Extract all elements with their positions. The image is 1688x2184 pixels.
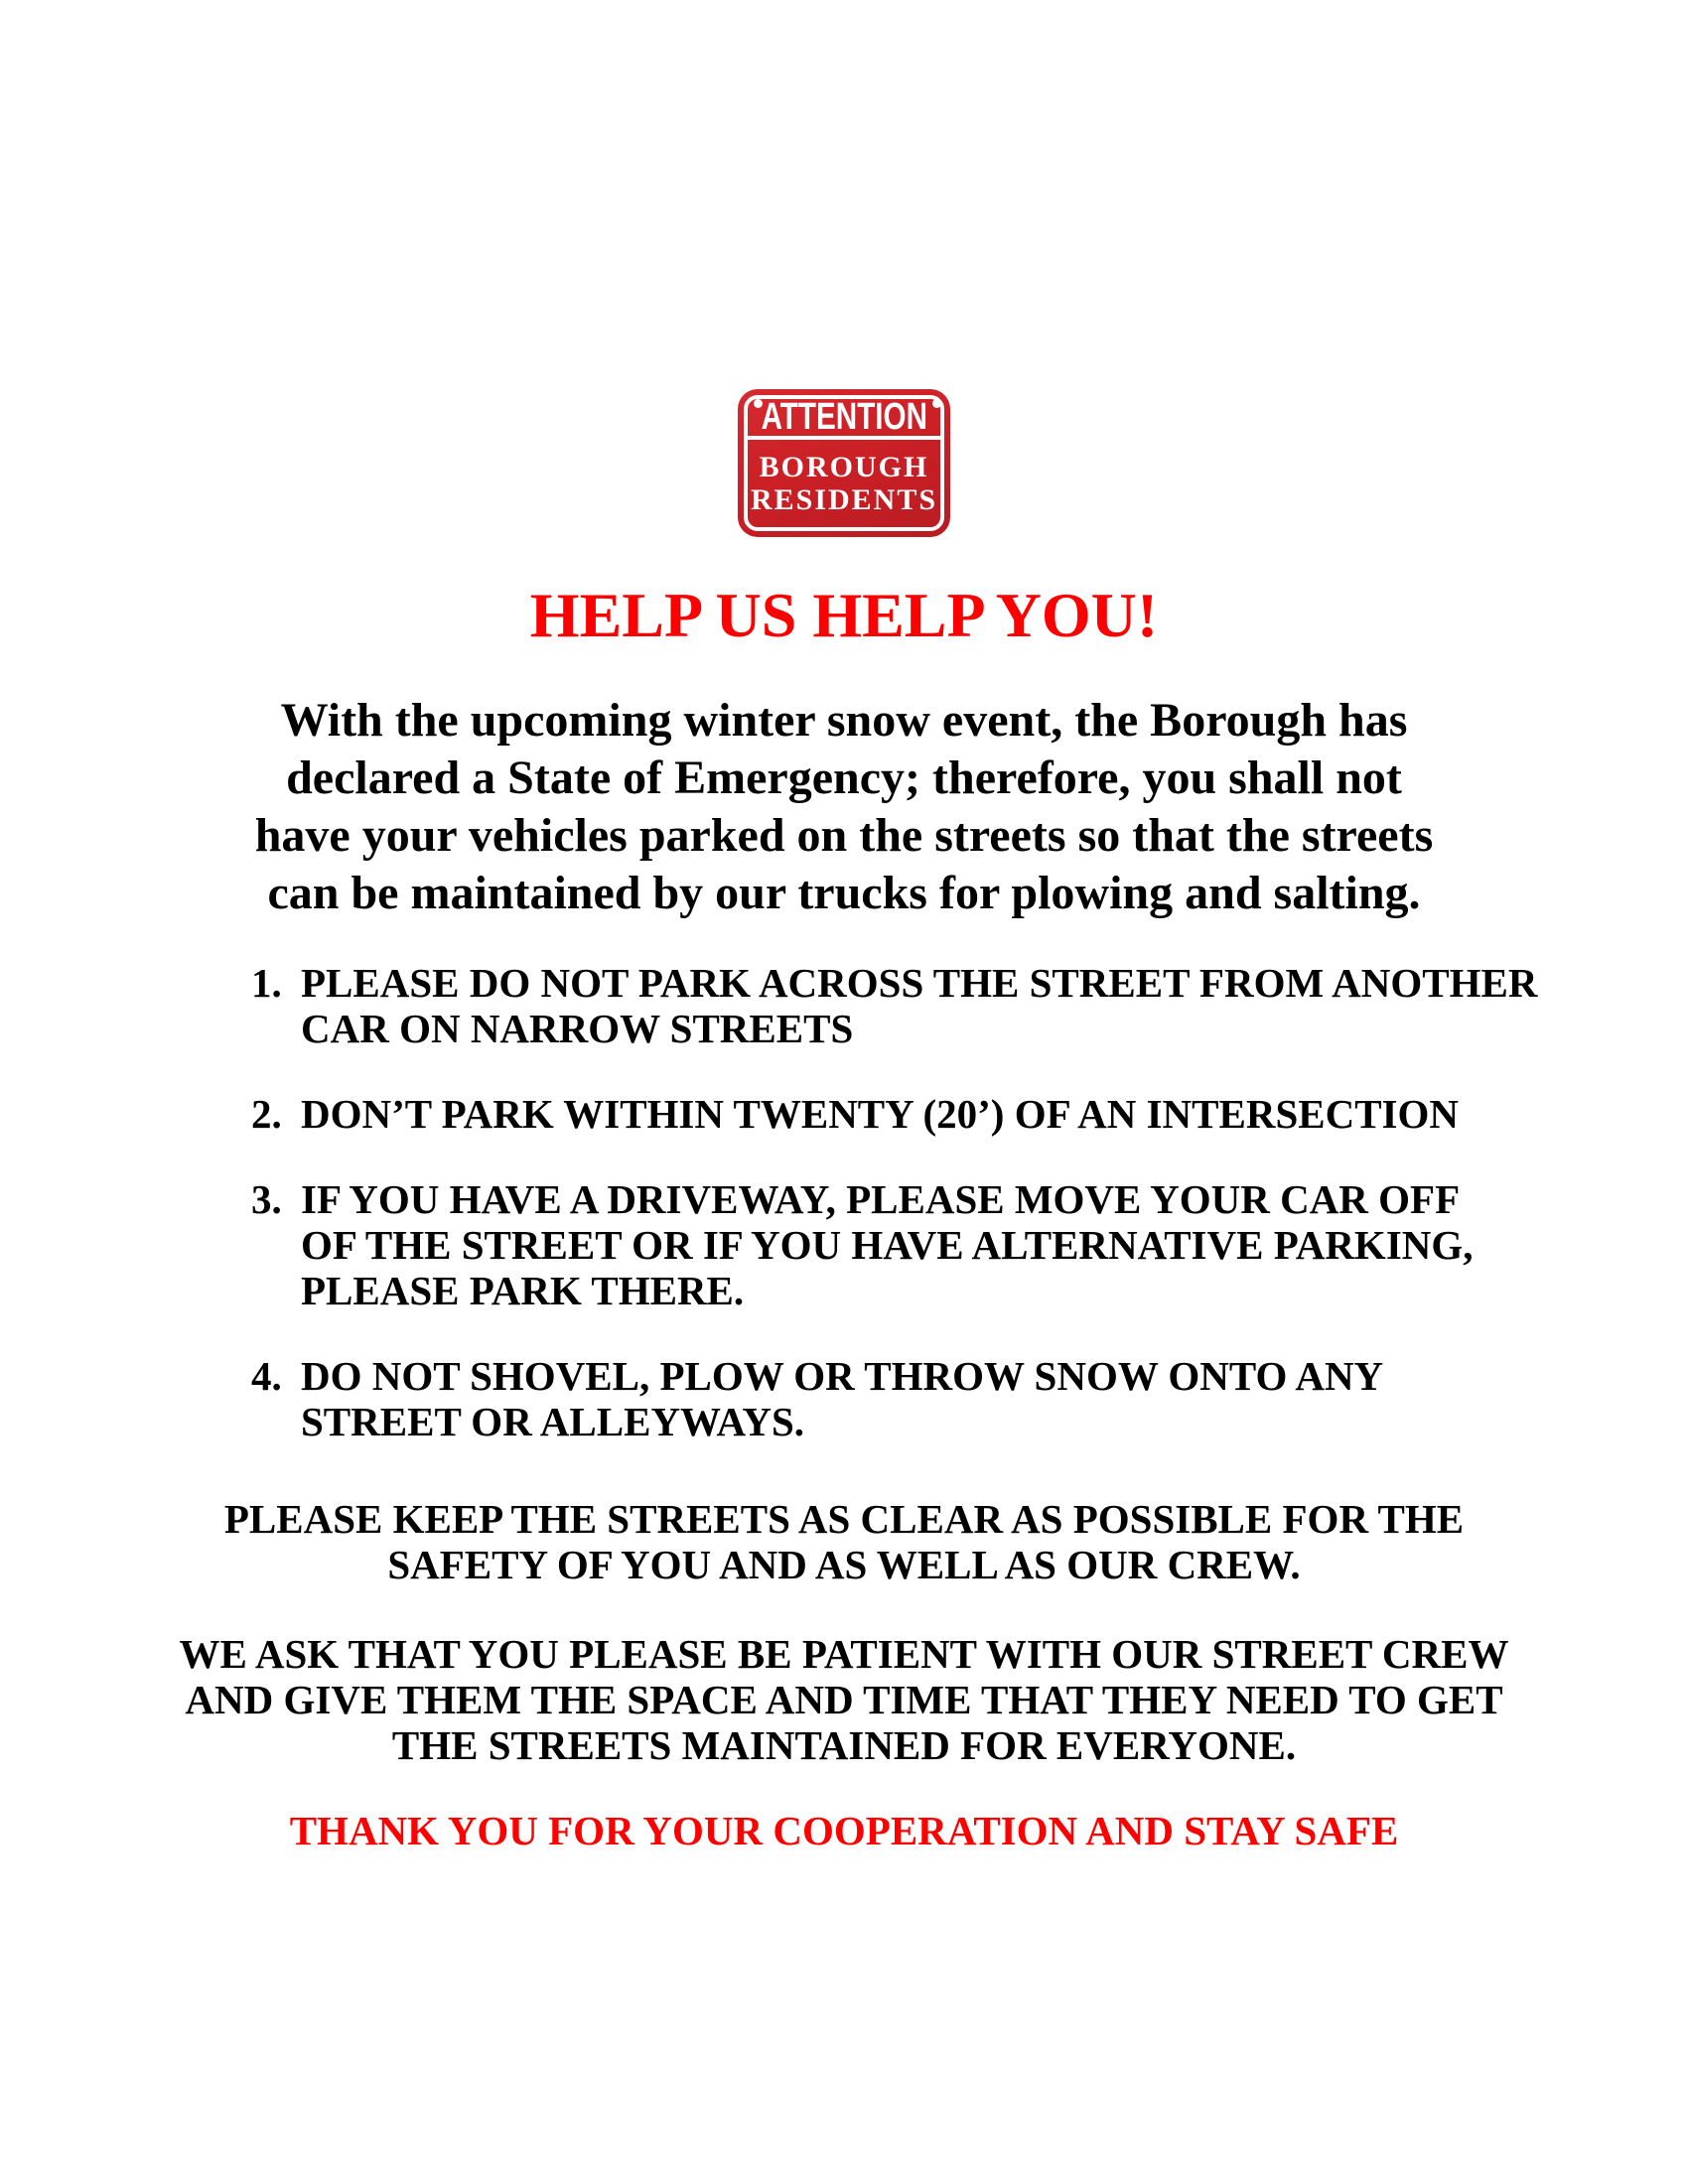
sign-residents-line: RESIDENTS <box>750 483 938 516</box>
rule-line: DON’T PARK WITHIN TWENTY (20’) OF AN INTERSECTION <box>301 1091 1459 1137</box>
rule-line: PLEASE DO NOT PARK ACROSS THE STREET FROM ANOTHER <box>301 960 1538 1006</box>
closing-line: WE ASK THAT YOU PLEASE BE PATIENT WITH OUR STREET CREW <box>179 1631 1509 1677</box>
rule-item-2 <box>251 1091 1519 1137</box>
thank-you-line: THANK YOU FOR YOUR COOPERATION AND STAY SAFE <box>289 1808 1399 1853</box>
rule-text <box>301 1176 1474 1313</box>
sign-inner-frame <box>744 395 944 531</box>
rule-text <box>301 1353 1383 1444</box>
rule-line: IF YOU HAVE A DRIVEWAY, PLEASE MOVE YOUR CAR OFF <box>301 1176 1461 1222</box>
rules-list <box>169 960 1538 1444</box>
rule-text <box>301 1091 1459 1137</box>
rule-line: DO NOT SHOVEL, PLOW OR THROW SNOW ONTO ANY <box>301 1353 1384 1399</box>
closing-paragraph-1 <box>169 1496 1519 1587</box>
rule-number: 4. <box>251 1353 282 1399</box>
rule-item-3 <box>251 1176 1519 1313</box>
attention-sign-board <box>738 389 950 537</box>
intro-line: declared a State of Emergency; therefore, you shall not <box>286 751 1402 804</box>
closing-line: THE STREETS MAINTAINED FOR EVERYONE. <box>391 1722 1297 1768</box>
rule-item-1 <box>251 960 1538 1051</box>
closing-line: PLEASE KEEP THE STREETS AS CLEAR AS POSSIBLE FOR THE <box>223 1496 1465 1542</box>
rule-number: 2. <box>251 1091 282 1137</box>
intro-line: can be maintained by our trucks for plowing and salting. <box>267 867 1421 919</box>
intro-paragraph <box>169 692 1519 922</box>
rule-line: CAR ON NARROW STREETS <box>301 1006 854 1051</box>
page-title: HELP US HELP YOU! <box>529 580 1159 650</box>
rule-number: 1. <box>251 960 282 1006</box>
sign-audience-label <box>748 440 940 527</box>
rule-item-4 <box>251 1353 1519 1444</box>
closing-line: AND GIVE THEM THE SPACE AND TIME THAT THEY NEED TO GET <box>185 1677 1503 1722</box>
rule-line: OF THE STREET OR IF YOU HAVE ALTERNATIVE PARKING, <box>301 1222 1474 1268</box>
rule-text <box>301 960 1537 1051</box>
rule-line: PLEASE PARK THERE. <box>301 1268 745 1313</box>
intro-line: have your vehicles parked on the streets so that the streets <box>254 809 1434 862</box>
intro-line: With the upcoming winter snow event, the Borough has <box>280 694 1408 747</box>
sign-borough-line: BOROUGH <box>759 451 929 483</box>
rule-line: STREET OR ALLEYWAYS. <box>301 1399 805 1444</box>
attention-sign <box>738 389 950 537</box>
sign-attention-label: ATTENTION <box>761 396 927 438</box>
rule-number: 3. <box>251 1176 282 1222</box>
closing-paragraph-2 <box>169 1631 1519 1768</box>
closing-line: SAFETY OF YOU AND AS WELL AS OUR CREW. <box>387 1542 1301 1587</box>
